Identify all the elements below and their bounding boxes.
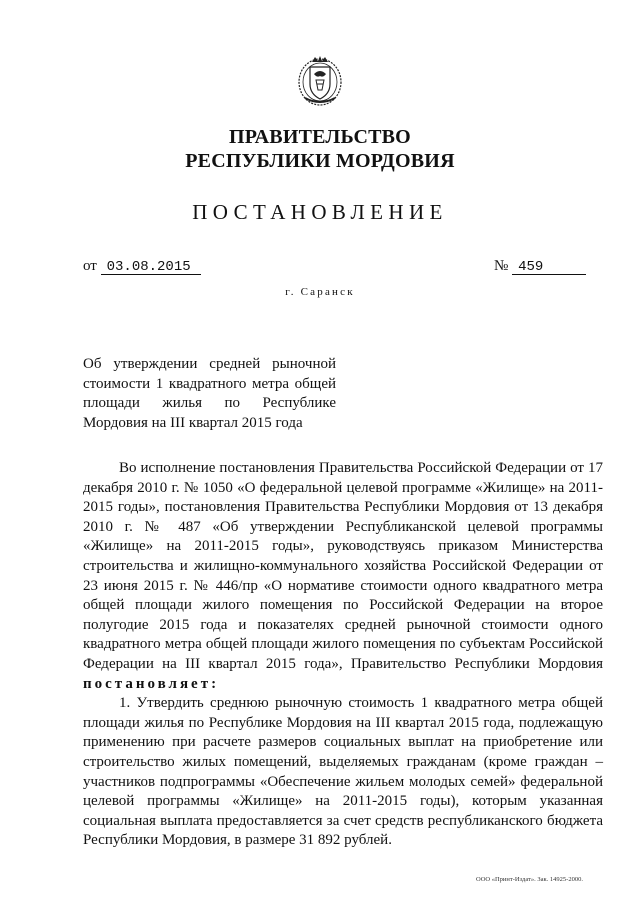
document-type: ПОСТАНОВЛЕНИЕ — [192, 200, 448, 224]
date-prefix: от — [83, 258, 97, 274]
city: г. Саранск — [285, 286, 355, 298]
paragraph-item-1: 1. Утвердить среднюю рыночную стоимость 1 квадратного метра общей площади жилья по Республике Мордовия на III квартал 2015 года, подлежащую применению при расчете размеров социальных выплат на приобретение или строительство жилых помещений, выделяемых гражданам (кроме граждан – участников подпрограммы «Обеспечение жильем молодых семей» федеральной целевой программы «Жилище» на 2011-2015 годы), которым указанная социальная выплата предоставляется за счет средств республиканского бюджета Республики Мордовия, в размере 31 892 рублей. — [83, 695, 603, 849]
number-row — [494, 258, 586, 275]
document-body — [83, 459, 603, 851]
preamble-text: Во исполнение постановления Правительства Российской Федерации от 17 декабря 2010 г. № 1050 «О федеральной целевой программе «Жилище» на 2011-2015 годы», постановления Правительства Республики Мордовия от 13 декабря 2010 г. № 487 «Об утверждении Республиканской целевой программы «Жилище» на 2011-2015 годы», руководствуясь приказом Министерства строительства и жилищно-коммунального хозяйства Российской Федерации от 23 июня 2015 г. № 446/пр «О нормативе стоимости одного квадратного метра общей площади жилого помещения по Российской Федерации на второе полугодие 2015 года и показателях средней рыночной стоимости одного квадратного метра общей площади жилого помещения по субъектам Российской Федерации на III квартал 2015 года», Правительство Республики Мордовия — [83, 460, 603, 672]
printer-imprint: ООО «Принт-Издат». Зак. 14925-2000. — [476, 876, 583, 883]
number-value: 459 — [512, 260, 586, 275]
government-title-line2: РЕСПУБЛИКИ МОРДОВИЯ — [185, 150, 455, 172]
date-value: 03.08.2015 — [101, 260, 201, 275]
resolution-verb: постановляет: — [83, 675, 220, 692]
number-prefix: № — [494, 258, 509, 274]
paragraph-preamble — [83, 459, 603, 694]
document-subject: Об утверждении средней рыночной стоимости 1 квадратного метра общей площади жилья по Республике Мордовия на III квартал 2015 года — [83, 356, 336, 431]
date-row — [83, 258, 201, 275]
government-title-line1: ПРАВИТЕЛЬСТВО — [229, 126, 411, 148]
coat-of-arms-mordovia-icon — [297, 54, 343, 108]
